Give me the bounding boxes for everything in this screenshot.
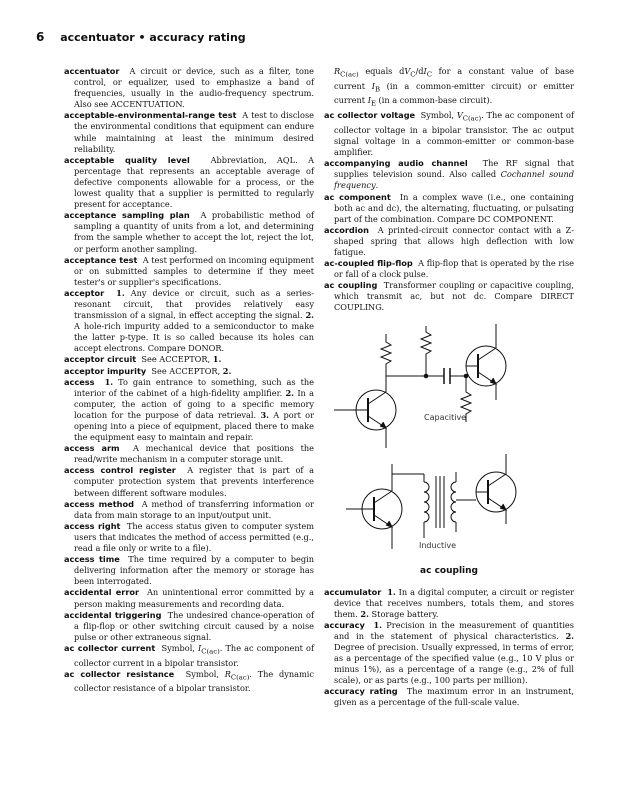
dictionary-entry xyxy=(64,669,314,695)
dictionary-entry xyxy=(64,554,314,587)
entry-definition: A circuit or device, such as a filter, tone control, or equalizer, used to emphasize a band of frequencies, usually in the audio-frequency spectrum. Also see ACCENTUATION. xyxy=(74,66,314,110)
entry-definition: A probabilistic method of sampling a quantity of units from a lot, and determining from the sample whether to accept the lot, reject the lot, or perform another sampling. xyxy=(74,210,314,254)
entry-term: acceptance sampling plan xyxy=(64,210,190,221)
dictionary-entry xyxy=(324,110,574,158)
entry-term: acceptor impurity xyxy=(64,365,147,376)
entry-definition: Symbol, $R_{C(ac)}$. The dynamic collector resistance of a bipolar transistor. xyxy=(74,668,314,694)
entry-definition: Symbol, $V_{C(ac)}$. The ac component of collector voltage in a bipolar transistor. The ac output signal voltage in a common-emitter or common-base amplifier. xyxy=(334,110,574,158)
entry-term: accidental error xyxy=(64,587,140,598)
dictionary-entry xyxy=(324,280,574,313)
entry-term: ac collector resistance xyxy=(64,668,175,679)
entry-definition: A mechanical device that positions the read/write mechanism in a computer storage unit. xyxy=(74,443,314,465)
entry-definition: A printed-circuit connector contact with a Z-shaped spring that allows high deflection with low fatigue. xyxy=(334,224,574,257)
entry-term: ac collector current xyxy=(64,642,156,653)
entry-term: acceptable quality level xyxy=(64,154,190,165)
dictionary-entry xyxy=(64,288,314,355)
entry-definition: An unintentional error committed by a person making measurements and recording data. xyxy=(74,587,314,609)
entry-term: acceptable-environmental-range test xyxy=(64,110,237,121)
dictionary-entry xyxy=(64,610,314,643)
entry-definition: A test performed on incoming equipment or on submitted samples to determine if they meet tester's or supplier's specifications. xyxy=(74,254,314,287)
entry-definition: See ACCEPTOR, 1. xyxy=(136,354,222,365)
entry-definition: 1. Precision in the measurement of quantities and in the statement of physical characteristics. 2. Degree of precision. Usually expressed, in terms of error, as a percentage of the specified value (e.g., 10 V plus or minus 1%), as a percentage of a range (e.g., 2% of full scale), or as parts (e.g., 100 parts per million). xyxy=(334,619,574,686)
dictionary-entry xyxy=(64,499,314,521)
entry-term: accuracy xyxy=(324,619,365,630)
entry-definition: The undesired chance-operation of a flip-flop or other switching circuit caused by a noise pulse or other extraneous signal. xyxy=(74,609,314,642)
dictionary-entry xyxy=(64,465,314,498)
entry-definition: The RF signal that supplies television sound. Also called Cochannel sound frequency. xyxy=(334,158,574,191)
right-column xyxy=(324,66,574,709)
entry-definition: See ACCEPTOR, 2. xyxy=(146,365,232,376)
dictionary-entry xyxy=(64,66,314,110)
entry-term: accordion xyxy=(324,224,370,235)
entry-term: access arm xyxy=(64,443,120,454)
capacitive-circuit xyxy=(334,324,506,448)
entry-definition: The time required by a computer to begin delivering information after the memory or storage has been interrogated. xyxy=(74,554,314,587)
continued-entry-text: $R_{C(ac)}$ equals $dV_C/dI_C$ for a constant value of base current $I_B$ (in a common-emitter circuit) or emitter current $I_E$ (in a common-base circuit). xyxy=(334,66,575,109)
entry-term: access control register xyxy=(64,465,176,476)
entry-definition: The maximum error in an instrument, given as a percentage of the full-scale value. xyxy=(334,686,575,708)
entry-definition: Transformer coupling or capacitive coupling, which transmit ac, but not dc. Compare DIRECT COUPLING. xyxy=(334,280,574,313)
dictionary-entry xyxy=(324,225,574,258)
entry-definition: A flip-flop that is operated by the rise or fall of a clock pulse. xyxy=(334,258,574,280)
entry-term: accumulator xyxy=(324,586,382,597)
dictionary-entry xyxy=(64,443,314,465)
running-title: accentuator • accuracy rating xyxy=(60,31,246,44)
dictionary-entry xyxy=(64,354,314,365)
dictionary-entry xyxy=(64,521,314,554)
dictionary-entry xyxy=(324,587,574,620)
dictionary-entry xyxy=(324,620,574,687)
entry-term: ac-coupled flip-flop xyxy=(324,258,413,269)
entry-term: ac coupling xyxy=(324,280,378,291)
resistor-1 xyxy=(381,334,391,370)
dictionary-entry xyxy=(64,377,314,444)
entry-definition: A test to disclose the environmental conditions that equipment can endure while maintaining at least the minimum desired reliability. xyxy=(74,110,315,154)
entry-term: access right xyxy=(64,520,121,531)
ac-coupling-figure xyxy=(324,314,574,579)
entry-definition: A method of transferring information or data from main storage to an input/output unit. xyxy=(74,498,314,520)
entry-term: access method xyxy=(64,498,134,509)
dictionary-entry xyxy=(64,643,314,669)
figure-caption: ac coupling xyxy=(420,565,478,576)
entry-term: acceptor xyxy=(64,287,105,298)
dictionary-entry xyxy=(64,587,314,609)
dictionary-entry xyxy=(324,192,574,225)
running-header xyxy=(36,30,246,44)
dictionary-entry xyxy=(64,155,314,210)
dictionary-entry xyxy=(64,110,314,154)
entry-definition: 1. Any device or circuit, such as a series-resonant circuit, that provides relatively easy transmission of a signal, in effect accepting the signal. 2. A hole-rich impurity added to a semiconductor to make the latter p-type. It is so called because its holes can accept electrons. Compare DONOR. xyxy=(74,287,314,354)
dictionary-entry xyxy=(324,686,574,708)
dictionary-entry xyxy=(64,210,314,254)
entry-term: access xyxy=(64,376,95,387)
entry-term: accentuator xyxy=(64,66,120,76)
entry-term: ac collector voltage xyxy=(324,110,416,121)
dictionary-entry xyxy=(324,158,574,191)
entry-definition: Abbreviation, AQL. A percentage that represents an acceptable average of defective components allowable for a process, or the lowest quality that a supplier is permitted to regularly present for acceptance. xyxy=(74,154,314,210)
page-number: 6 xyxy=(36,30,45,44)
entry-term: acceptor circuit xyxy=(64,354,137,365)
entry-term: accidental triggering xyxy=(64,609,162,620)
entry-term: accompanying audio channel xyxy=(324,158,468,169)
dictionary-entry xyxy=(324,258,574,280)
inductive-circuit xyxy=(346,454,516,549)
entry-term: ac component xyxy=(324,191,391,202)
entry-definition: Symbol, $I_{C(ac)}$. The ac component of collector current in a bipolar transistor. xyxy=(74,642,314,668)
dictionary-entry xyxy=(64,255,314,288)
left-column xyxy=(64,66,314,695)
entry-definition: A register that is part of a computer protection system that prevents interference between different software modules. xyxy=(74,465,314,498)
entry-term: accuracy rating xyxy=(324,686,398,697)
entry-term: acceptance test xyxy=(64,254,138,265)
dictionary-entry xyxy=(64,366,314,377)
inductive-label: Inductive xyxy=(419,540,456,550)
entry-definition: 1. In a digital computer, a circuit or register device that receives numbers, totals them, and stores them. 2. Storage battery. xyxy=(334,586,574,619)
transformer-primary xyxy=(424,482,429,522)
entry-definition: The access status given to computer system users that indicates the method of access permitted (e.g., read a file only or write to a file). xyxy=(74,520,314,554)
resistor-2 xyxy=(421,326,431,376)
entry-definition: In a complex wave (i.e., one containing both ac and dc), the alternating, fluctuating, or pulsating part of the combination. Compare DC COMPONENT. xyxy=(334,191,574,224)
entry-definition: 1. To gain entrance to something, such as the interior of the cabinet of a high-fidelity amplifier. 2. In a computer, the action of going to a specific memory location for the purpose of data retrieval. 3. A port or opening into a piece of equipment, placed there to make the equipment easy to maintain and repair. xyxy=(74,376,314,443)
entry-term: access time xyxy=(64,554,120,565)
transformer-secondary xyxy=(451,482,456,522)
capacitive-label: Capacitive xyxy=(424,412,467,422)
